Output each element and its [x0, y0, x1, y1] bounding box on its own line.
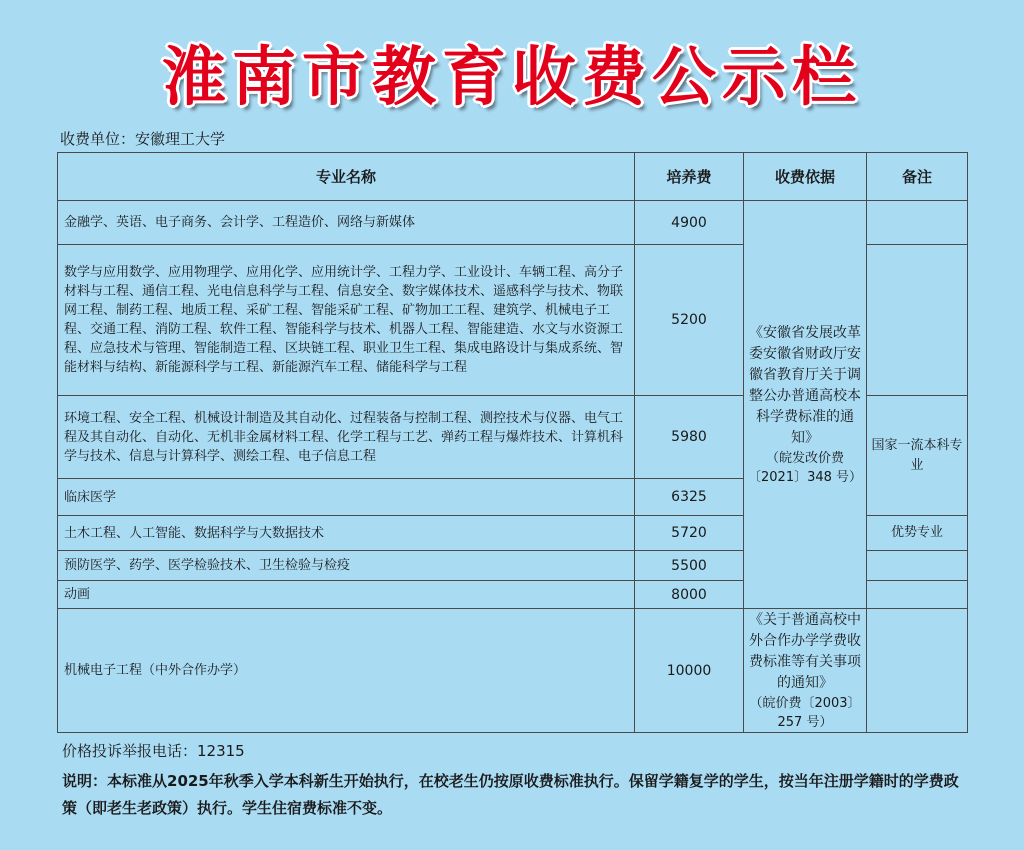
note-advantage: 优势专业: [867, 516, 968, 551]
fee-cell: 5200: [635, 245, 744, 396]
header-note: 备注: [867, 153, 968, 201]
note-cell: [867, 609, 968, 733]
fee-cell: 10000: [635, 609, 744, 733]
major-cell: 动画: [58, 581, 635, 609]
fee-table: [57, 152, 968, 733]
major-cell: 土木工程、人工智能、数据科学与大数据技术: [58, 516, 635, 551]
explanation-text: 说明：本标准从2025年秋季入学本科新生开始执行，在校老生仍按原收费标准执行。保留学籍复学的学生，按当年注册学籍时的学费政策（即老生老政策）执行。学生住宿费标准不变。: [62, 772, 959, 817]
note-cell: [867, 201, 968, 245]
basis-joint-doc-number: （皖价费〔2003〕257 号）: [749, 695, 861, 730]
major-cell: 预防医学、药学、医学检验技术、卫生检验与检疫: [58, 551, 635, 581]
basis-provincial-title: 《安徽省发展改革委安徽省财政厅安徽省教育厅关于调整公办普通高校本科学费标准的通知》: [749, 324, 861, 446]
complaint-hotline: 价格投诉举报电话：12315: [62, 742, 245, 760]
basis-joint-title: 《关于普通高校中外合作办学学费收费标准等有关事项的通知》: [749, 611, 861, 691]
basis-cell-provincial: [744, 201, 867, 609]
note-first-class: 国家一流本科专业: [867, 396, 968, 516]
note-cell: [867, 581, 968, 609]
note-cell: [867, 245, 968, 396]
major-cell: 数学与应用数学、应用物理学、应用化学、应用统计学、工程力学、工业设计、车辆工程、高分子材料与工程、通信工程、光电信息科学与工程、信息安全、数字媒体技术、遥感科学与技术、物联网工程、制药工程、地质工程、采矿工程、智能采矿工程、矿物加工工程、建筑学、机械电子工程、交通工程、消防工程、软件工程、智能科学与技术、机器人工程、智能建造、水文与水资源工程、应急技术与管理、智能制造工程、区块链工程、职业卫生工程、集成电路设计与集成系统、智能材料与结构、新能源科学与工程、新能源汽车工程、储能科学与工程: [58, 245, 635, 396]
charging-unit: 收费单位：安徽理工大学: [60, 130, 226, 148]
basis-cell-joint: [744, 609, 867, 733]
fee-cell: 5980: [635, 396, 744, 479]
header-fee: 培养费: [635, 153, 744, 201]
header-basis: 收费依据: [744, 153, 867, 201]
fee-cell: 6325: [635, 479, 744, 516]
fee-cell: 5500: [635, 551, 744, 581]
page-title: 淮南市教育收费公示栏: [162, 41, 862, 115]
basis-provincial-doc-number: （皖发改价费〔2021〕348 号）: [748, 450, 863, 485]
note-cell: [867, 551, 968, 581]
major-cell: 临床医学: [58, 479, 635, 516]
table-header-row: [58, 153, 968, 201]
major-cell: 环境工程、安全工程、机械设计制造及其自动化、过程装备与控制工程、测控技术与仪器、电气工程及其自动化、自动化、无机非金属材料工程、化学工程与工艺、弹药工程与爆炸技术、计算机科学与技术、信息与计算科学、测绘工程、电子信息工程: [58, 396, 635, 479]
major-cell: 机械电子工程（中外合作办学）: [58, 609, 635, 733]
fee-cell: 8000: [635, 581, 744, 609]
fee-cell: 5720: [635, 516, 744, 551]
fee-cell: 4900: [635, 201, 744, 245]
table-row: [58, 609, 968, 733]
major-cell: 金融学、英语、电子商务、会计学、工程造价、网络与新媒体: [58, 201, 635, 245]
table-row: [58, 201, 968, 245]
header-major: 专业名称: [58, 153, 635, 201]
